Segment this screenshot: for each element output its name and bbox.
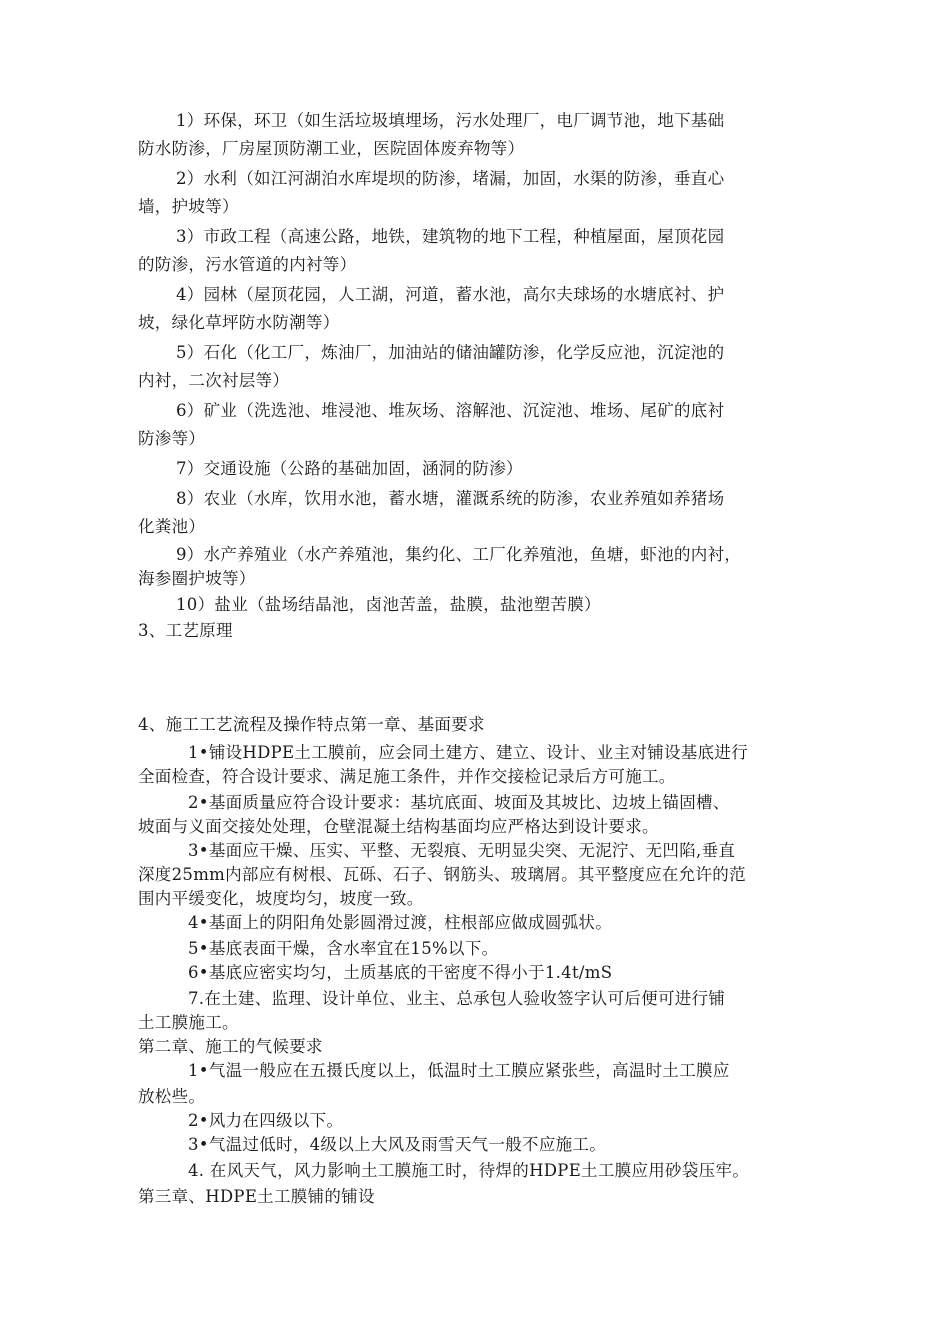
base-req-2-line2: 坡面与义面交接处处理，仓壁混凝土结构基面均应严格达到设计要求。 xyxy=(138,817,659,836)
application-9-line1: 9）水产养殖业（水产养殖池，集约化、工厂化养殖池，鱼塘，虾池的内衬， xyxy=(176,545,742,564)
application-7-line1: 7）交通设施（公路的基础加固，涵洞的防渗） xyxy=(176,459,523,478)
application-2-line2: 墙，护坡等） xyxy=(138,197,239,216)
base-req-6-line1: 6•基底应密实均匀，土质基底的干密度不得小于1.4t/mS xyxy=(188,963,613,982)
application-8-line2: 化粪池） xyxy=(138,517,206,536)
base-req-4-line1: 4•基面上的阴阳角处影圆滑过渡，柱根部应做成圆弧状。 xyxy=(188,913,613,932)
climate-2-line1: 2•风力在四级以下。 xyxy=(188,1111,344,1130)
chapter-3-heading: 第三章、HDPE土工膜铺的铺设 xyxy=(138,1187,375,1206)
chapter-2-heading: 第二章、施工的气候要求 xyxy=(138,1037,323,1056)
climate-3-line1: 3•气温过低时，4级以上大风及雨雪天气一般不应施工。 xyxy=(188,1135,607,1154)
section-4-heading: 4、施工工艺流程及操作特点第一章、基面要求 xyxy=(138,715,485,734)
application-1-line1: 1）环保，环卫（如生活垃圾填埋场，污水处理厂，电厂调节池，地下基础 xyxy=(176,111,725,130)
base-req-3-line3: 围内平缓变化，坡度均匀，坡度一致。 xyxy=(138,889,424,908)
application-6-line1: 6）矿业（洗选池、堆浸池、堆灰场、溶解池、沉淀池、堆场、尾矿的底衬 xyxy=(176,401,725,420)
application-9-line2: 海参圈护坡等） xyxy=(138,569,256,588)
base-req-7-line1: 7.在土建、监理、设计单位、业主、总承包人验收签字认可后便可进行铺 xyxy=(188,989,726,1008)
climate-1-line1: 1•气温一般应在五摄氏度以上，低温时土工膜应紧张些，高温时土工膜应 xyxy=(188,1061,730,1080)
application-1-line2: 防水防渗，厂房屋顶防潮工业，医院固体废弃物等） xyxy=(138,139,525,158)
climate-1-line2: 放松些。 xyxy=(138,1087,206,1106)
climate-4-line1: 4. 在风天气，风力影响土工膜施工时，待焊的HDPE土工膜应用砂袋压牢。 xyxy=(188,1161,750,1180)
application-3-line1: 3）市政工程（高速公路，地铁，建筑物的地下工程，种植屋面，屋顶花园 xyxy=(176,227,725,246)
application-6-line2: 防渗等） xyxy=(138,429,206,448)
base-req-3-line1: 3•基面应干燥、压实、平整、无裂痕、无明显尖突、无泥泞、无凹陷,垂直 xyxy=(188,841,736,860)
section-3-heading: 3、工艺原理 xyxy=(138,621,233,640)
base-req-5-line1: 5•基底表面干燥，含水率宜在15%以下。 xyxy=(188,939,499,958)
application-5-line1: 5）石化（化工厂，炼油厂，加油站的储油罐防渗，化学反应池，沉淀池的 xyxy=(176,343,725,362)
base-req-1-line1: 1•铺设HDPE土工膜前，应会同土建方、建立、设计、业主对铺设基底进行 xyxy=(188,743,748,762)
base-req-3-line2: 深度25mm内部应有树根、瓦砾、石子、钢筋头、玻璃屑。其平整度应在允许的范 xyxy=(138,865,746,884)
base-req-7-line2: 土工膜施工。 xyxy=(138,1013,239,1032)
application-4-line1: 4）园林（屋顶花园，人工湖，河道，蓄水池，高尔夫球场的水塘底衬、护 xyxy=(176,285,725,304)
base-req-1-line2: 全面检查，符合设计要求、满足施工条件，并作交接检记录后方可施工。 xyxy=(138,767,676,786)
application-3-line2: 的防渗，污水管道的内衬等） xyxy=(138,255,357,274)
application-10-line1: 10）盐业（盐场结晶池，卤池苦盖，盐膜，盐池塑苦膜） xyxy=(176,595,601,614)
application-8-line1: 8）农业（水库，饮用水池，蓄水塘，灌溉系统的防渗，农业养殖如养猪场 xyxy=(176,489,725,508)
base-req-2-line1: 2•基面质量应符合设计要求：基坑底面、坡面及其坡比、边坡上锚固槽、 xyxy=(188,793,730,812)
application-2-line1: 2）水利（如江河湖泊水库堤坝的防渗，堵漏，加固，水渠的防渗，垂直心 xyxy=(176,169,725,188)
application-5-line2: 内衬，二次衬层等） xyxy=(138,371,290,390)
application-4-line2: 坡，绿化草坪防水防潮等） xyxy=(138,313,340,332)
